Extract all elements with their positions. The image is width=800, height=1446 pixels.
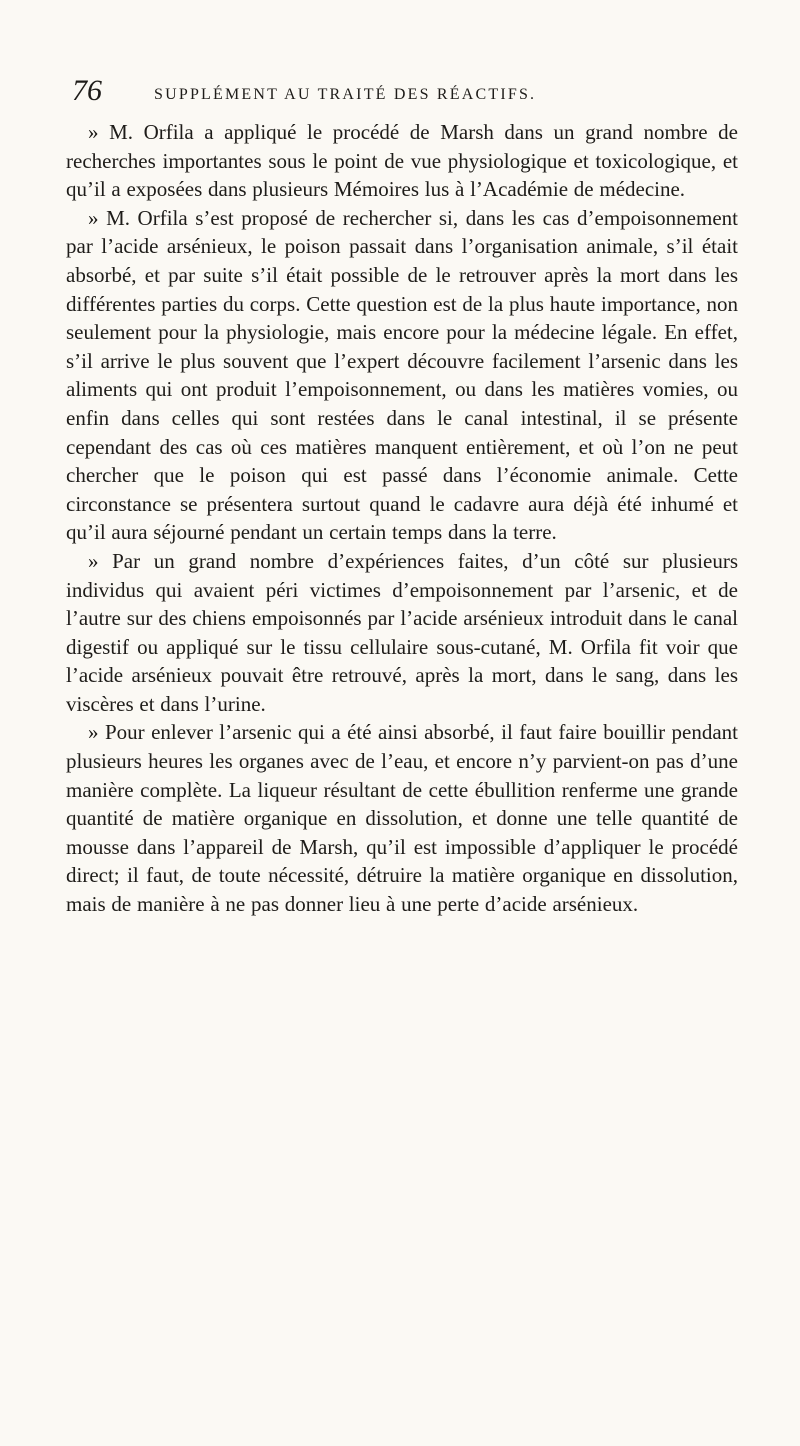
paragraph-2: » M. Orfila s’est proposé de rechercher si, dans les cas d’empoisonnement par l’acide arsénieux, le poison passait dans l’organisation animale, s’il était absorbé, et par suite s’il était possible de le retrouver après la mort dans les différentes parties du corps. Cette question est de la plus haute importance, non seulement pour la physiologie, mais encore pour la médecine légale. En effet, s’il arrive le plus souvent que l’expert découvre facilement l’arsenic dans les aliments qui ont produit l’empoisonnement, ou dans les matières vomies, ou enfin dans celles qui sont restées dans le canal intestinal, il se présente cependant des cas où ces matières manquent entièrement, et où l’on ne peut chercher que le poison qui est passé dans l’économie animale. Cette circonstance se présentera surtout quand le cadavre aura déjà été inhumé et qu’il aura séjourné pendant un certain temps dans la terre.: [66, 205, 738, 545]
paragraph-3: » Par un grand nombre d’expériences faites, d’un côté sur plusieurs individus qui avaient péri victimes d’empoisonnement par l’arsenic, et de l’autre sur des chiens empoisonnés par l’acide arsénieux introduit dans le canal digestif ou appliqué sur le tissu cellulaire sous-cutané, M. Orfila fit voir que l’acide arsénieux pouvait être retrouvé, après la mort, dans le sang, dans les viscères et dans l’urine.: [66, 548, 738, 716]
running-header: [72, 64, 714, 116]
paragraph-1: » M. Orfila a appliqué le procédé de Marsh dans un grand nombre de recherches importantes sous le point de vue physiologique et toxicologique, et qu’il a exposées dans plusieurs Mémoires lus à l’Académie de médecine.: [66, 120, 738, 202]
body-text: [66, 118, 738, 919]
paragraph-4: » Pour enlever l’arsenic qui a été ainsi absorbé, il faut faire bouillir pendant plusieurs heures les organes avec de l’eau, et encore n’y parvient-on pas d’une manière complète. La liqueur résultant de cette ébullition renferme une grande quantité de matière organique en dissolution, et donne une telle quantité de mousse dans l’appareil de Marsh, qu’il est impossible d’appliquer le procédé direct; il faut, de toute nécessité, détruire la matière organique en dissolution, mais de manière à ne pas donner lieu à une perte d’acide arsénieux.: [66, 720, 738, 917]
running-title: SUPPLÉMENT AU TRAITÉ DES RÉACTIFS.: [154, 86, 537, 103]
page-number: 76: [72, 74, 102, 107]
